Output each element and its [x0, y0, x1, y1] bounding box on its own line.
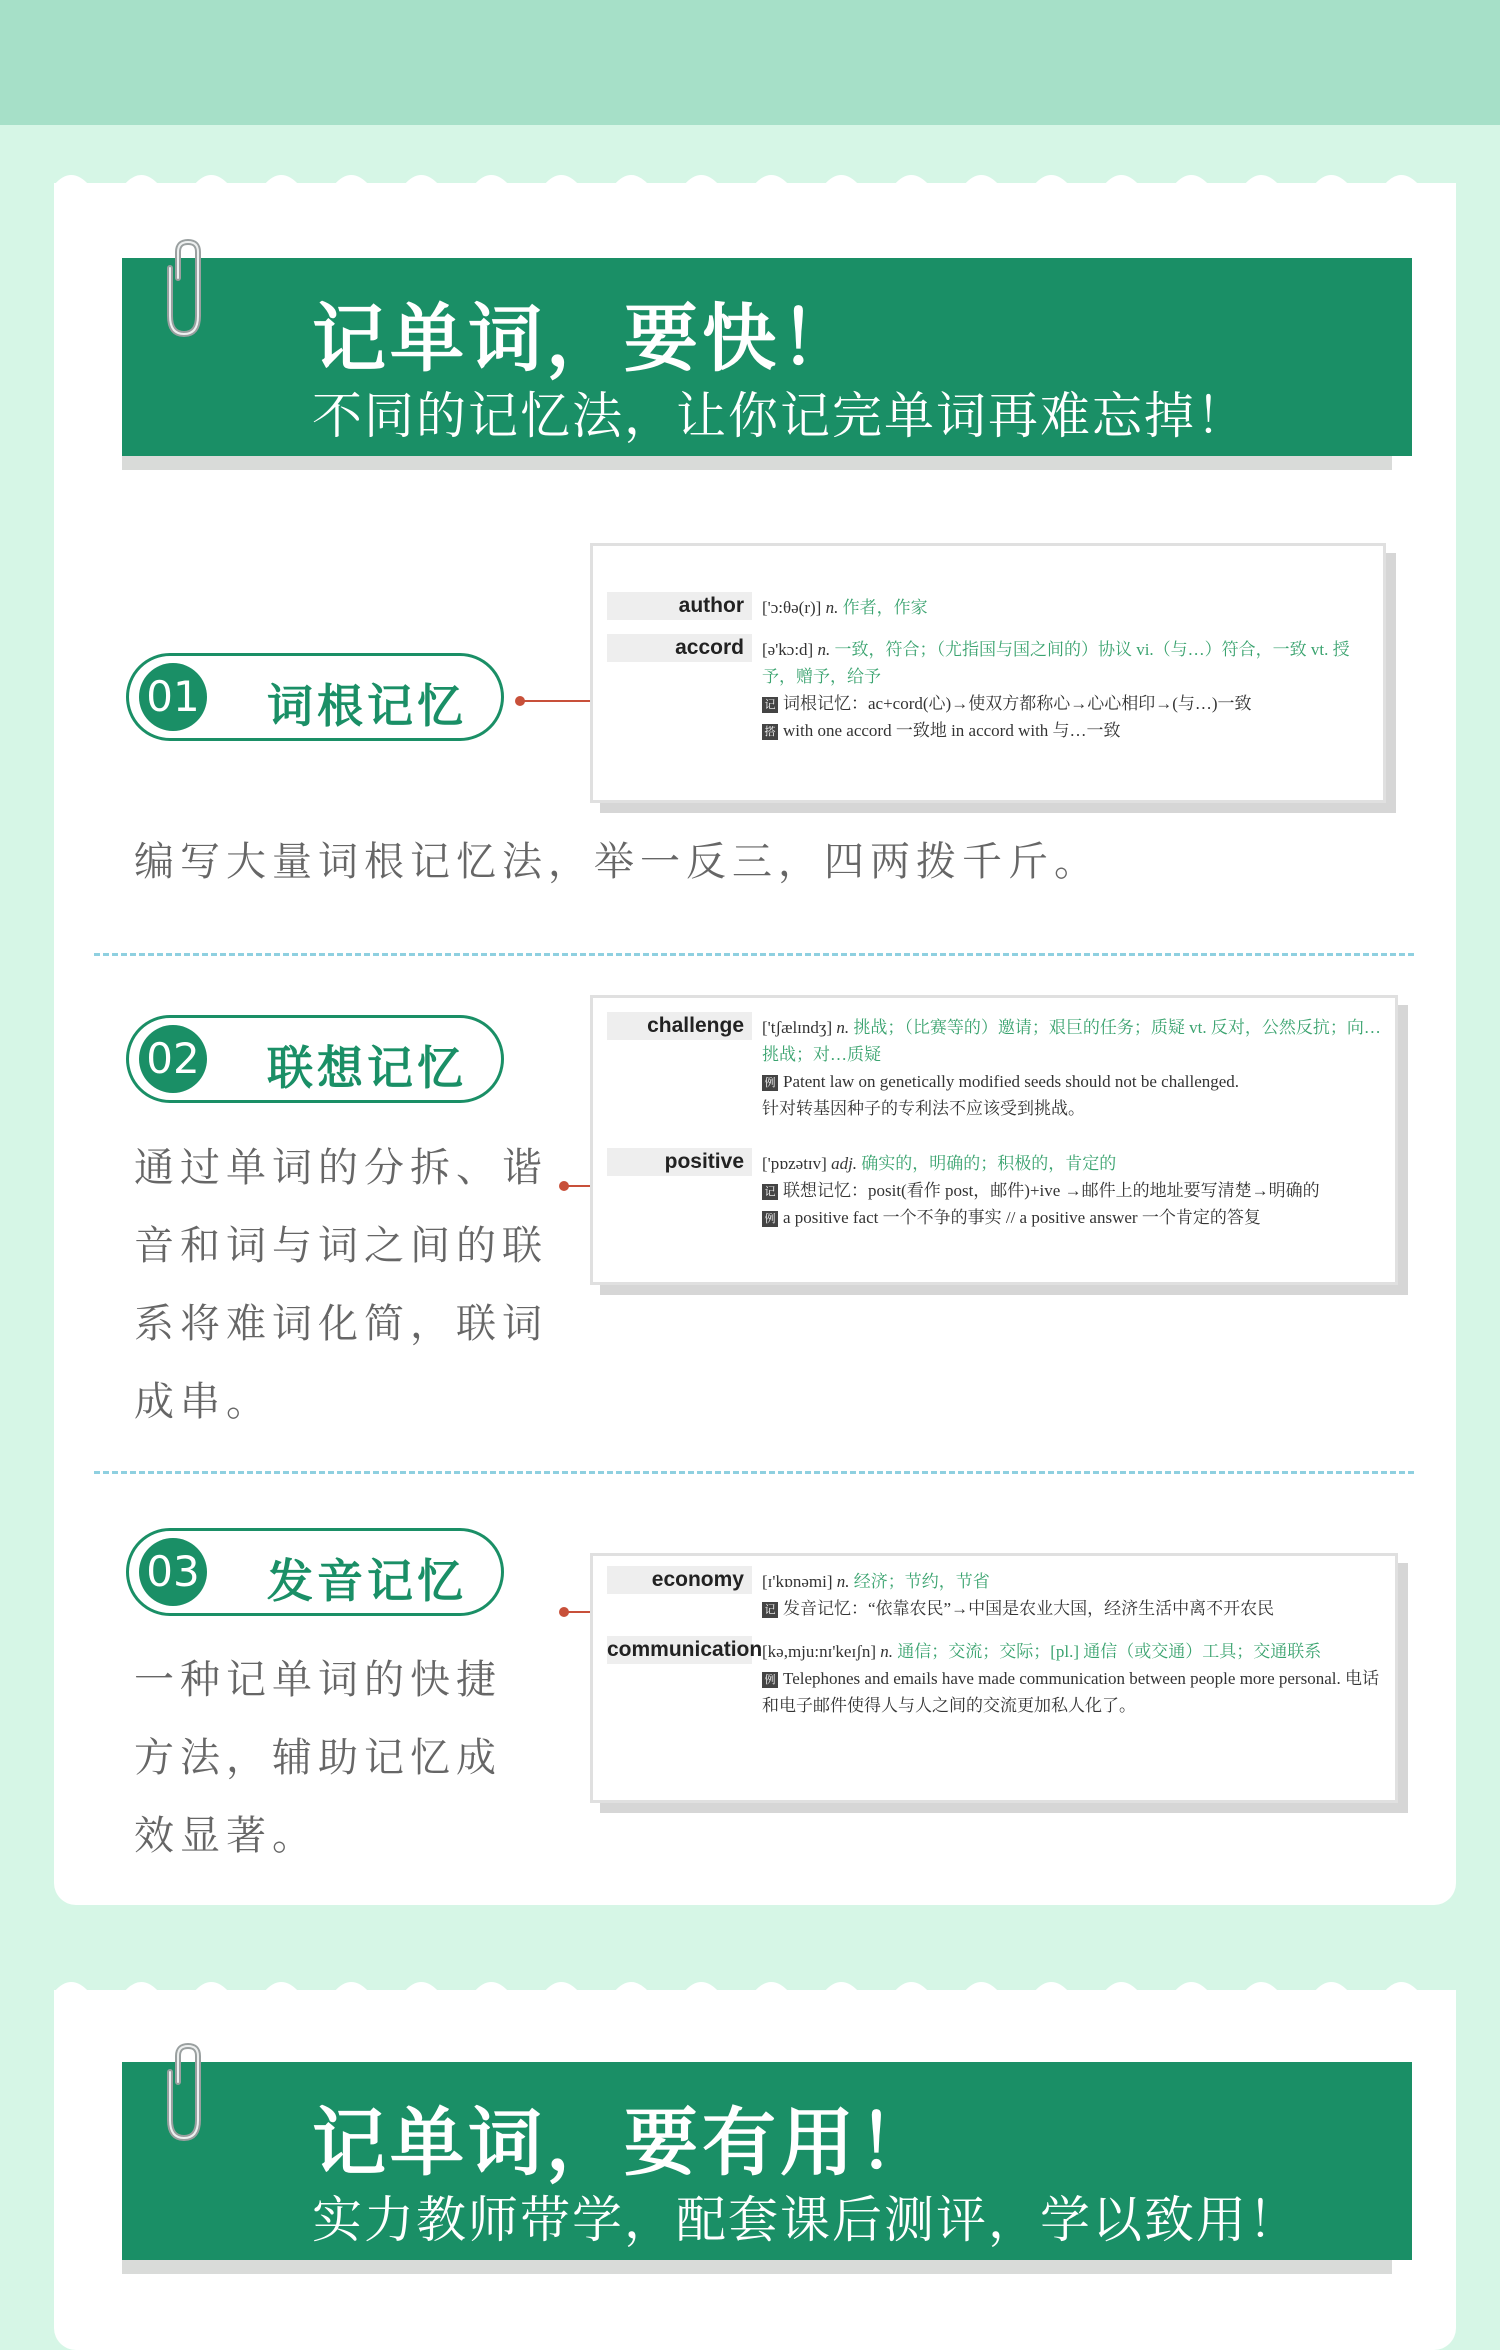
description-line: 音和词与词之间的联 — [134, 1223, 548, 1269]
banner-subtitle: 不同的记忆法，让你记完单词再难忘掉！ — [312, 387, 1248, 445]
entry-body — [762, 636, 1369, 744]
entry-phonetic: ['tʃælɪndʒ] — [762, 1018, 833, 1037]
entry-note — [762, 1177, 1381, 1204]
header-banner — [122, 258, 1412, 456]
entry-note — [762, 690, 1369, 717]
entry-body — [762, 1568, 1381, 1622]
dict-entry — [607, 592, 1369, 622]
entry-body — [762, 1150, 1381, 1231]
dict-entry — [607, 634, 1369, 764]
entry-pos: n. — [836, 1572, 850, 1591]
entry-definition: 作者，作家 — [842, 598, 928, 617]
entry-definition: 经济；节约，节省 — [853, 1572, 990, 1591]
entry-definition: 确实的，明确的；积极的，肯定的 — [861, 1154, 1117, 1173]
dictionary-excerpt — [590, 1553, 1398, 1803]
section-pill-02 — [126, 1015, 504, 1103]
entry-word: challenge — [607, 1012, 752, 1040]
entry-word: accord — [607, 634, 752, 662]
entry-word: communication — [607, 1636, 752, 1664]
wavy-edge — [54, 1972, 1456, 1992]
feature-card — [54, 1990, 1456, 2350]
dashed-divider — [94, 953, 1414, 956]
section-number: 03 — [139, 1538, 207, 1606]
entry-note — [762, 1665, 1381, 1719]
banner-subtitle: 实力教师带学，配套课后测评，学以致用！ — [312, 2191, 1300, 2249]
entry-body — [762, 1638, 1381, 1719]
note-marker: 记 — [762, 1184, 778, 1200]
section-description — [134, 1129, 564, 1441]
description-line: 编写大量词根记忆法，举一反三，四两拨千斤。 — [134, 839, 1100, 885]
entry-body — [762, 594, 1369, 621]
entry-phonetic: ['ɔ:θə(r)] — [762, 598, 822, 617]
entry-definition: 挑战；（比赛等的）邀请；艰巨的任务；质疑 vt. 反对，公然反抗；向…挑战；对…质疑 — [762, 1018, 1381, 1064]
entry-definition: 一致，符合；（尤指国与国之间的）协议 vi.（与…）符合，一致 vt. 授予，赠予，给予 — [762, 640, 1350, 686]
entry-pos: n. — [825, 598, 839, 617]
banner-title: 记单词，要有用！ — [312, 2100, 936, 2186]
note-marker: 记 — [762, 1602, 778, 1618]
note-text: Patent law on genetically modified seeds should not be challenged. — [783, 1072, 1240, 1091]
entry-phonetic: [ɪ'kɒnəmi] — [762, 1572, 833, 1591]
note-marker: 例 — [762, 1211, 778, 1227]
entry-pos: adj. — [831, 1154, 858, 1173]
entry-note: 针对转基因种子的专利法不应该受到挑战。 — [762, 1099, 1085, 1118]
dict-entry — [607, 1148, 1381, 1278]
section-number: 02 — [139, 1025, 207, 1093]
paperclip-icon — [160, 2042, 220, 2152]
section-description — [134, 1641, 564, 1875]
entry-note — [762, 1595, 1381, 1622]
entry-note — [762, 717, 1369, 744]
note-text: with one accord 一致地 in accord with 与…一致 — [783, 721, 1121, 740]
description-line: 系将难词化简，联词 — [134, 1301, 548, 1347]
feature-card — [54, 183, 1456, 1905]
section-pill-03 — [126, 1528, 504, 1616]
note-marker: 搭 — [762, 724, 778, 740]
description-line: 成串。 — [134, 1379, 272, 1425]
note-marker: 例 — [762, 1075, 778, 1091]
description-line: 通过单词的分拆、谐 — [134, 1145, 548, 1191]
note-text: 词根记忆：ac+cord(心)→使双方都称心→心心相印→(与…)一致 — [783, 694, 1252, 713]
note-text: a positive fact 一个不争的事实 // a positive answer 一个肯定的答复 — [783, 1208, 1261, 1227]
dict-entry — [607, 1566, 1381, 1628]
paperclip-icon — [160, 238, 220, 348]
header-banner — [122, 2062, 1412, 2260]
dashed-divider — [94, 1471, 1414, 1474]
note-text: 联想记忆：posit(看作 post，邮件)+ive →邮件上的地址要写清楚→明确的 — [783, 1181, 1320, 1200]
top-band — [0, 0, 1500, 125]
section-pill-01 — [126, 653, 504, 741]
note-text: Telephones and emails have made communication between people more personal. 电话和电子邮件使得人与人之间的交流更加私人化了。 — [762, 1669, 1379, 1715]
wavy-edge — [54, 165, 1456, 185]
dict-entry — [607, 1012, 1381, 1142]
entry-note — [762, 1068, 1381, 1095]
entry-phonetic: [ə'kɔ:d] — [762, 640, 814, 659]
dictionary-excerpt — [590, 543, 1386, 803]
banner-title: 记单词，要快！ — [312, 296, 858, 382]
section-label: 词根记忆 — [267, 679, 467, 733]
entry-pos: n. — [817, 640, 831, 659]
entry-phonetic: [kə,mju:nɪ'keɪʃn] — [762, 1642, 877, 1661]
note-marker: 例 — [762, 1672, 778, 1688]
dict-entry — [607, 1636, 1381, 1786]
entry-phonetic: ['pɒzətɪv] — [762, 1154, 827, 1173]
entry-word: economy — [607, 1566, 752, 1594]
note-marker: 记 — [762, 697, 778, 713]
entry-pos: n. — [880, 1642, 894, 1661]
entry-word: author — [607, 592, 752, 620]
description-line: 一种记单词的快捷 — [134, 1657, 502, 1703]
section-number: 01 — [139, 663, 207, 731]
entry-word: positive — [607, 1148, 752, 1176]
entry-definition: 通信；交流；交际；[pl.] 通信（或交通）工具；交通联系 — [897, 1642, 1322, 1661]
entry-note — [762, 1204, 1381, 1231]
section-description — [134, 823, 1100, 901]
entry-body — [762, 1014, 1381, 1122]
section-label: 联想记忆 — [267, 1041, 467, 1095]
note-text: 发音记忆：“依靠农民”→中国是农业大国，经济生活中离不开农民 — [783, 1599, 1275, 1618]
dictionary-excerpt — [590, 995, 1398, 1285]
description-line: 方法，辅助记忆成 — [134, 1735, 502, 1781]
entry-pos: n. — [836, 1018, 850, 1037]
description-line: 效显著。 — [134, 1813, 318, 1859]
section-label: 发音记忆 — [267, 1554, 467, 1608]
